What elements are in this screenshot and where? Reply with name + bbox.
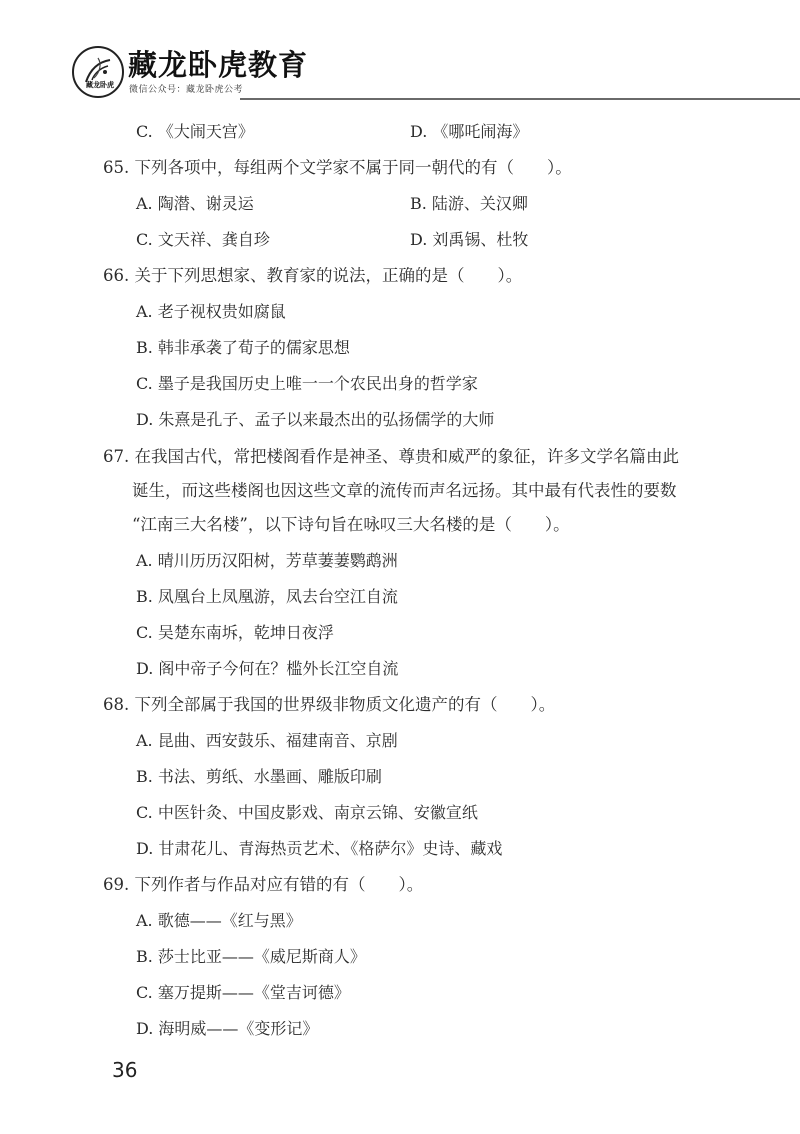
- option-64-c: C. 《大闹天宫》: [136, 122, 254, 141]
- option-68-c: C. 中医针灸、中国皮影戏、南京云锦、安徽宣纸: [136, 803, 478, 822]
- question-68: 68. 下列全部属于我国的世界级非物质文化遗产的有（ ）。: [103, 695, 556, 714]
- option-69-c: C. 塞万提斯——《堂吉诃德》: [136, 983, 350, 1002]
- brand-logo: [72, 46, 124, 98]
- option-69-a: A. 歌德——《红与黑》: [136, 911, 302, 930]
- option-64-d: D. 《哪吒闹海》: [410, 122, 529, 141]
- option-69-b: B. 莎士比亚——《威尼斯商人》: [136, 947, 366, 966]
- option-69-d: D. 海明威——《变形记》: [136, 1019, 319, 1038]
- option-67-c: C. 吴楚东南坼，乾坤日夜浮: [136, 623, 334, 642]
- header-divider: [240, 98, 800, 100]
- option-68-a: A. 昆曲、西安鼓乐、福建南音、京剧: [136, 731, 398, 750]
- brand-subtitle: 微信公众号：藏龙卧虎公考: [129, 85, 244, 95]
- brand-title: 藏龙卧虎教育: [128, 48, 309, 82]
- question-69: 69. 下列作者与作品对应有错的有（ ）。: [103, 875, 424, 894]
- option-66-a: A. 老子视权贵如腐鼠: [136, 302, 286, 321]
- option-67-a: A. 晴川历历汉阳树，芳草萋萋鹦鹉洲: [136, 551, 398, 570]
- option-65-d: D. 刘禹锡、杜牧: [410, 230, 529, 249]
- option-65-a: A. 陶潜、谢灵运: [136, 194, 254, 213]
- option-66-d: D. 朱熹是孔子、孟子以来最杰出的弘扬儒学的大师: [136, 410, 495, 429]
- question-67: 67. 在我国古代，常把楼阁看作是神圣、尊贵和威严的象征，许多文学名篇由此: [103, 447, 679, 466]
- option-67-b: B. 凤凰台上凤凰游，凤去台空江自流: [136, 587, 398, 606]
- option-65-b: B. 陆游、关汉卿: [410, 194, 528, 213]
- option-66-c: C. 墨子是我国历史上唯一一个农民出身的哲学家: [136, 374, 478, 393]
- option-65-c: C. 文天祥、龚自珍: [136, 230, 270, 249]
- question-65: 65. 下列各项中，每组两个文学家不属于同一朝代的有（ ）。: [103, 158, 572, 177]
- question-66: 66. 关于下列思想家、教育家的说法，正确的是（ ）。: [103, 266, 523, 285]
- option-68-d: D. 甘肃花儿、青海热贡艺术、《格萨尔》史诗、藏戏: [136, 839, 503, 858]
- question-67-cont-1: 诞生，而这些楼阁也因这些文章的流传而声名远扬。其中最有代表性的要数: [132, 481, 677, 500]
- option-68-b: B. 书法、剪纸、水墨画、雕版印刷: [136, 767, 382, 786]
- option-67-d: D. 阁中帝子今何在？槛外长江空自流: [136, 659, 399, 678]
- page-header: [0, 0, 800, 110]
- option-66-b: B. 韩非承袭了荀子的儒家思想: [136, 338, 350, 357]
- page-number: 36: [112, 1058, 138, 1082]
- logo-caption: 藏龙卧虎: [86, 81, 114, 89]
- question-67-cont-2: “江南三大名楼”，以下诗句旨在咏叹三大名楼的是（ ）。: [132, 515, 570, 534]
